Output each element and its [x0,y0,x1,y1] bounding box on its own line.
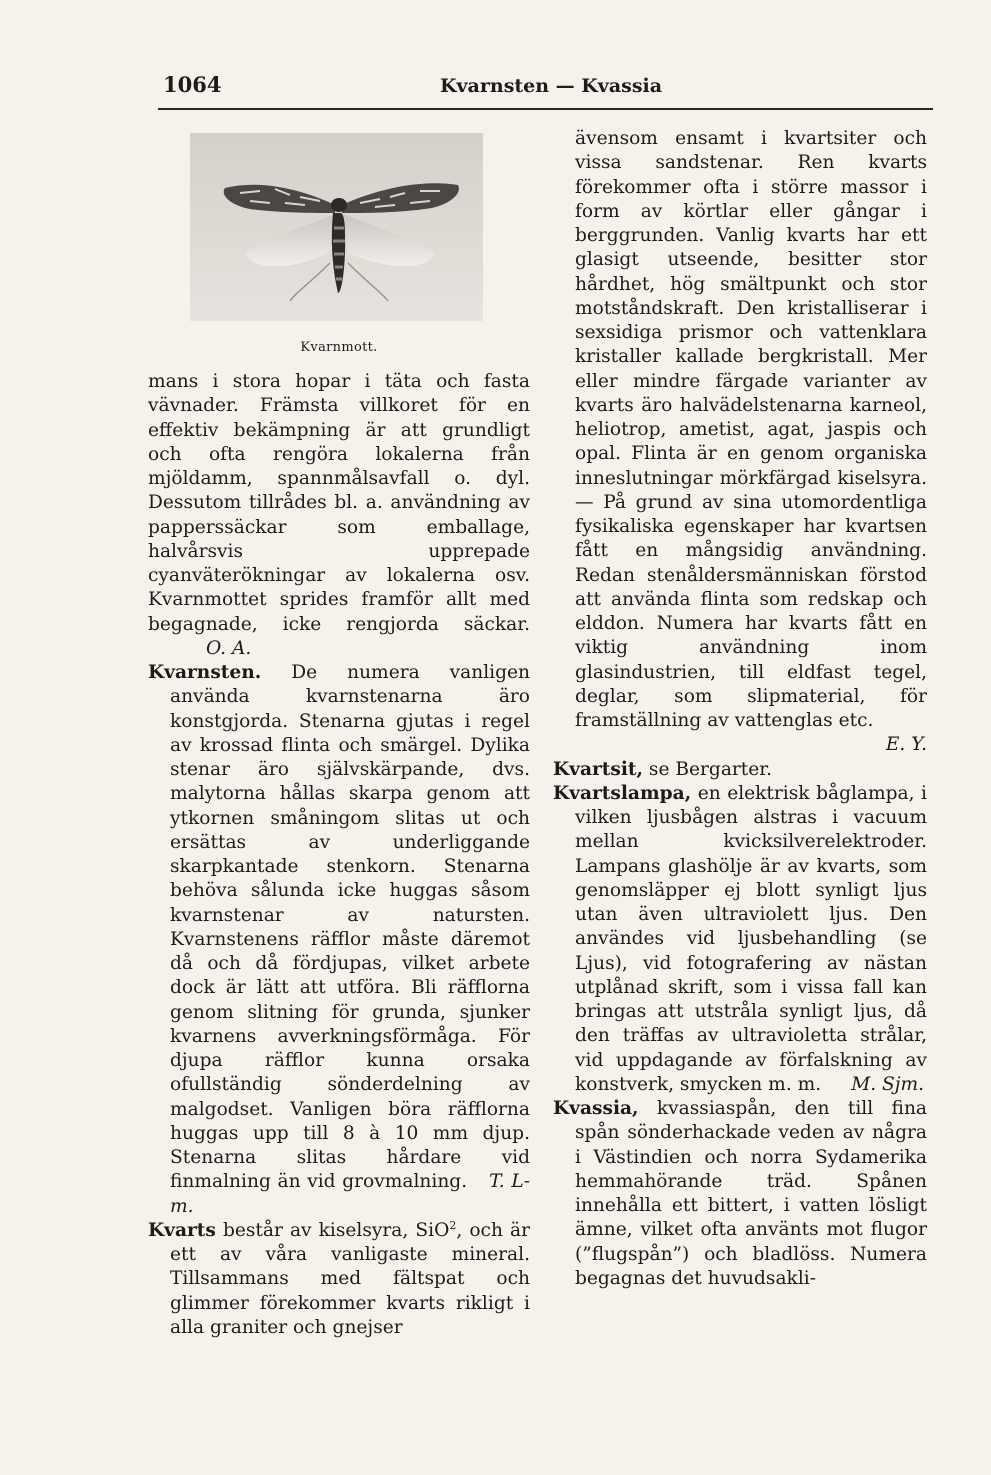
author-signature: M. Sjm. [851,1073,925,1095]
entry-kvassia [553,1097,927,1291]
running-head: Kvarnsten — Kvassia [440,75,663,97]
entry-text: ävensom ensamt i kvartsiter och vissa sandstenar. Ren kvarts förekommer ofta i större massor i form av körtlar eller gångar i berggrunden. Vanlig kvarts har ett glasigt utseende, besitter stor hårdhet, hög smältpunkt och stor motståndskraft. Den kristalliserar i sexsidiga prismor och vattenklara kristaller kallade bergkristall. Mer eller mindre färgade varianter av kvarts äro halvädelstenarna karneol, heliotrop, ametist, agat, jaspis och opal. Flinta är en genom organiska inneslutningar mörkfärgad kiselsyra. — På grund av sina utomordentliga fysikaliska egenskaper har kvartsen fått en mångsidig användning. Redan stenåldersmänniskan förstod att använda flinta som redskap och elddon. Numera har kvarts fått en viktig användning inom glasindustrien, till eldfast tegel, deglar, som slipmaterial, för framställning av vattenglas etc. [575,128,927,731]
entry-kvarts [148,1219,530,1340]
entry-text: , och är ett av våra vanligaste mineral. Tillsammans med fältspat och glimmer förekommer kvarts rikligt i alla graniter och gnejser [170,1219,530,1338]
entry-headword: Kvartslampa, [553,782,692,804]
signature-line [553,733,927,757]
right-column [553,127,927,1291]
left-column [148,370,530,1340]
entry-text: består av kiselsyra, SiO [215,1219,450,1241]
author-signature: E. Y. [885,734,927,756]
entry-kvarnmott-continuation [148,370,530,661]
entry-headword: Kvarts [148,1219,216,1241]
header-rule [158,108,933,110]
entry-text: en elektrisk båglampa, i vilken ljusbågen alstras i vacuum mellan kvicksilverelektroder. Lampans glashölje är av kvarts, som genomsläpper ej blott synligt ljus utan även ultraviolett ljus. Den användes vid ljusbehandling (se Ljus), vid fotografering av nästan utplånad skrift, som i vissa fall kan bringas att utstråla synligt ljus, då den träffas av ultravioletta strålar, vid uppdagande av förfalskning av konstverk, smycken m. m. [575,782,927,1095]
entry-text: se Bergarter. [643,758,773,780]
moth-photo [190,133,483,321]
entry-kvartsit [553,758,927,782]
entry-headword: Kvartsit, [553,758,643,780]
superscript: 2 [449,1218,457,1232]
page-header [0,0,991,110]
entry-text: mans i stora hopar i täta och fasta vävnader. Främsta villkoret för en effektiv bekämpning är att grundligt och ofta rengöra lokalerna från mjöldamm, spannmålsavfall o. dyl. Dessutom tillrådes bl. a. användning av papperssäckar som emballage, halvårsvis upprepade cyanväterökningar av lokalerna osv. Kvarnmottet sprides framför allt med begagnade, icke rengjorda säckar. [148,371,530,635]
entry-kvartslampa [553,782,927,1097]
entry-kvarnsten [148,661,530,1219]
moth-head [331,198,347,212]
entry-text: kvassiaspån, den till fina spån sönderhackade veden av några i Västindien och norra Sydamerika hemmahörande träd. Spånen innehålla ett bittert, i vatten lösligt ämne, vilket ofta använts mot flugor (”flugspån”) och bladlöss. Numera begagnas det huvudsakli- [575,1098,927,1289]
author-signature: O. A. [206,637,252,659]
figure-caption: Kvarnmott. [300,340,378,355]
moth-illustration [190,133,483,321]
entry-text: De numera vanligen använda kvarnstenarna äro konstgjorda. Stenarna gjutas i regel av krossad flinta och smärgel. Dylika stenar äro självskärpande, dvs. malytorna hållas skarpa genom att ytkornen småningom slitas ut och ersättas av underliggande skarpkantade stenkorn. Stenarna behöva sålunda icke huggas såsom kvarnstenar av natursten. Kvarnstenens räfflor måste däremot då och då fördjupas, vilket arbete dock är lätt att utföra. Bli räfflorna genom slitning för grunda, sjunker kvarnens avverkningsförmåga. För djupa räfflor kunna orsaka ofullständig sönderdelning av malgodset. Vanligen böra räfflorna huggas upp till 8 à 10 mm djup. Stenarna slitas hårdare vid finmalning än vid grovmalning. [170,662,530,1193]
author-signature: T. L-m. [170,1171,530,1217]
page-number: 1064 [163,72,222,97]
entry-kvarts-continuation [553,127,927,733]
entry-headword: Kvassia, [553,1098,639,1119]
entry-headword: Kvarnsten. [148,662,262,683]
